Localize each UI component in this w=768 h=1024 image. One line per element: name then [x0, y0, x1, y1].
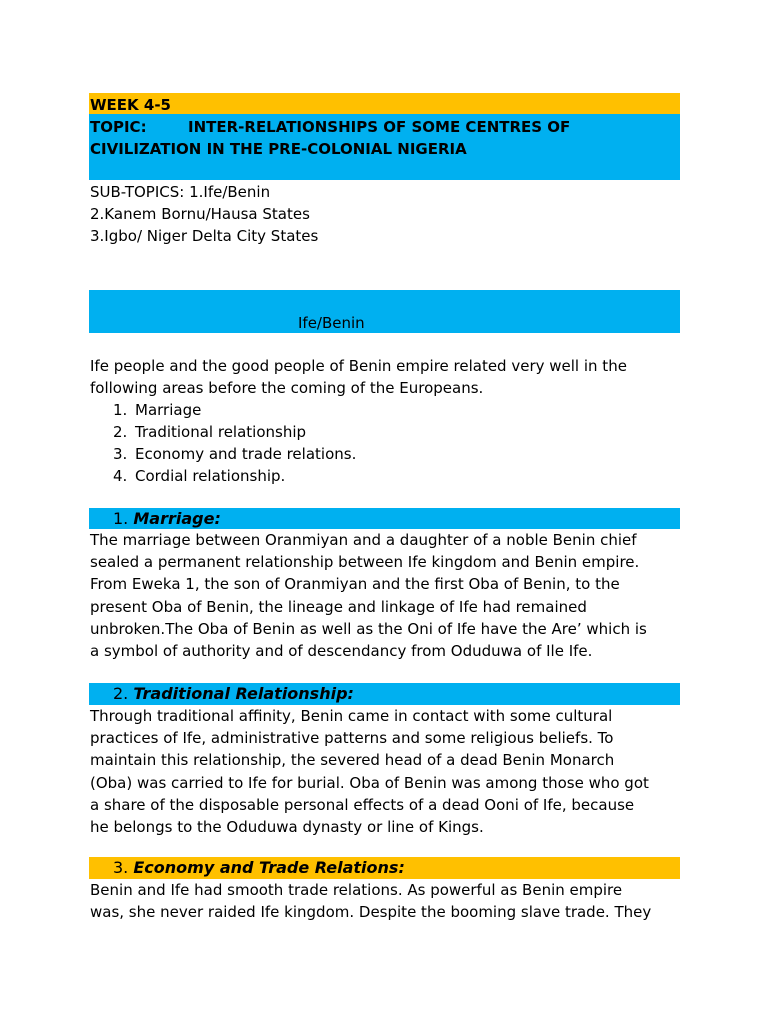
- paragraph-line: sealed a permanent relationship between Ife kingdom and Benin empire.: [90, 553, 640, 572]
- section-3-body: [90, 879, 680, 923]
- paragraph-line: From Eweka 1, the son of Oranmiyan and the first Oba of Benin, to the: [90, 575, 620, 594]
- paragraph-line: he belongs to the Oduduwa dynasty or line of Kings.: [90, 818, 484, 837]
- paragraph-line: (Oba) was carried to Ife for burial. Oba of Benin was among those who got: [90, 773, 649, 792]
- week-label: WEEK 4-5: [90, 96, 171, 114]
- section-2-heading: [113, 684, 354, 704]
- paragraph-line: was, she never raided Ife kingdom. Despite the booming slave trade. They: [90, 903, 652, 922]
- list-item-text: Marriage: [135, 401, 202, 419]
- subtopics-line-3: 3.Igbo/ Niger Delta City States: [90, 227, 319, 245]
- list-item-number: 3.: [113, 445, 128, 463]
- section-2-number: 2.: [113, 684, 129, 703]
- list-item: [113, 465, 285, 487]
- paragraph-line: Through traditional affinity, Benin came in contact with some cultural: [90, 707, 613, 725]
- list-item-text: Economy and trade relations.: [135, 445, 357, 463]
- section-2-body: [90, 705, 680, 838]
- list-item-number: 2.: [113, 423, 128, 441]
- topic-title-line1: INTER-RELATIONSHIPS OF SOME CENTRES OF: [188, 118, 571, 136]
- paragraph-line: Benin and Ife had smooth trade relations. As powerful as Benin empire: [90, 881, 623, 899]
- paragraph-line: The marriage between Oranmiyan and a daughter of a noble Benin chief: [90, 531, 637, 549]
- intro-line-2: following areas before the coming of the Europeans.: [90, 379, 484, 397]
- paragraph-line: a share of the disposable personal effects of a dead Ooni of Ife, because: [90, 795, 635, 814]
- list-item: [113, 421, 306, 443]
- section-1-title: Marriage:: [133, 509, 221, 528]
- paragraph-line: present Oba of Benin, the lineage and linkage of Ife had remained: [90, 597, 587, 616]
- week-band: [89, 93, 680, 114]
- section-3-number: 3.: [113, 858, 129, 877]
- section-1-body: [90, 529, 680, 662]
- topic-title-line2: CIVILIZATION IN THE PRE-COLONIAL NIGERIA: [90, 140, 467, 158]
- list-item-number: 4.: [113, 467, 128, 485]
- topic-label: TOPIC:: [90, 118, 147, 136]
- list-item: [113, 399, 201, 421]
- list-item-text: Traditional relationship: [135, 423, 307, 441]
- list-item-text: Cordial relationship.: [135, 467, 286, 485]
- section-1-number: 1.: [113, 509, 129, 528]
- subtopics-line-2: 2.Kanem Bornu/Hausa States: [90, 205, 310, 223]
- paragraph-line: a symbol of authority and of descendancy from Oduduwa of Ile Ife.: [90, 642, 593, 661]
- section-banner: [89, 290, 680, 333]
- subtopics-line-1: SUB-TOPICS: 1.Ife/Benin: [90, 183, 271, 201]
- section-banner-title: Ife/Benin: [298, 314, 365, 332]
- section-3-heading: [113, 858, 405, 878]
- list-item: [113, 443, 356, 465]
- section-3-title: Economy and Trade Relations:: [133, 858, 405, 877]
- list-item-number: 1.: [113, 401, 128, 419]
- paragraph-line: maintain this relationship, the severed head of a dead Benin Monarch: [90, 751, 615, 770]
- paragraph-line: practices of Ife, administrative patterns and some religious beliefs. To: [90, 729, 614, 748]
- section-1-heading: [113, 509, 221, 529]
- paragraph-line: unbroken.The Oba of Benin as well as the Oni of Ife have the Are’ which is: [90, 619, 647, 638]
- intro-line-1: Ife people and the good people of Benin empire related very well in the: [90, 357, 627, 375]
- section-2-title: Traditional Relationship:: [133, 684, 354, 703]
